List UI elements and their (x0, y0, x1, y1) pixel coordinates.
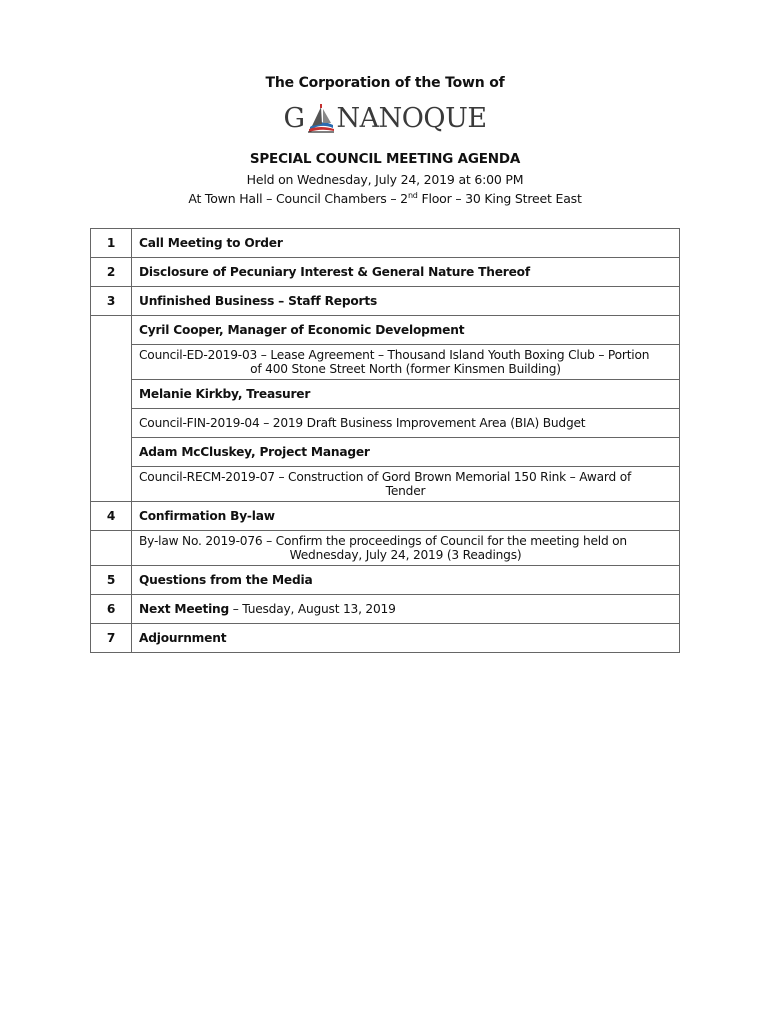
agenda-row (91, 531, 680, 566)
report-line: Council-RECM-2019-07 – Construction of Gord Brown Memorial 150 Rink – Award of (139, 470, 632, 484)
agenda-row (91, 502, 680, 531)
item-title (132, 595, 680, 624)
item-title: Confirmation By-law (132, 502, 680, 531)
item-number: 4 (91, 502, 132, 531)
agenda-row (91, 624, 680, 653)
meeting-date: Held on Wednesday, July 24, 2019 at 6:00 PM (246, 172, 524, 187)
agenda-row (91, 316, 680, 345)
item-number: 3 (91, 287, 132, 316)
agenda-row (91, 409, 680, 438)
presenter-name: Adam McCluskey, Project Manager (132, 438, 680, 467)
agenda-title: SPECIAL COUNCIL MEETING AGENDA (249, 151, 521, 167)
logo-wordmark: NANOQUE (336, 102, 487, 134)
lighthouse-sailboat-icon (306, 101, 336, 135)
next-meeting-date: – Tuesday, August 13, 2019 (229, 602, 396, 616)
presenter-name: Melanie Kirkby, Treasurer (132, 380, 680, 409)
presenter-name: Cyril Cooper, Manager of Economic Development (132, 316, 680, 345)
meeting-location (0, 191, 770, 206)
agenda-row (91, 229, 680, 258)
report-line: Council-ED-2019-03 – Lease Agreement – Thousand Island Youth Boxing Club – Portion (139, 348, 650, 362)
staff-report (132, 467, 680, 502)
logo-letter-g: G (283, 102, 305, 134)
item-title: Call Meeting to Order (132, 229, 680, 258)
agenda-row (91, 467, 680, 502)
bylaw-description (132, 531, 680, 566)
location-superscript: nd (407, 191, 418, 200)
item-number: 7 (91, 624, 132, 653)
agenda-row (91, 258, 680, 287)
item-number: 5 (91, 566, 132, 595)
item-title: Adjournment (132, 624, 680, 653)
staff-report (132, 345, 680, 380)
item-number: 6 (91, 595, 132, 624)
item-title: Unfinished Business – Staff Reports (132, 287, 680, 316)
item-number: 2 (91, 258, 132, 287)
bylaw-line: Wednesday, July 24, 2019 (3 Readings) (289, 548, 522, 562)
agenda-row (91, 595, 680, 624)
agenda-row (91, 380, 680, 409)
item-title: Questions from the Media (132, 566, 680, 595)
item-number-empty (91, 531, 132, 566)
next-meeting-label: Next Meeting (139, 602, 230, 616)
location-prefix: At Town Hall – Council Chambers – 2 (188, 191, 408, 207)
agenda-row (91, 438, 680, 467)
organization-line: The Corporation of the Town of (265, 75, 505, 91)
agenda-table (90, 228, 680, 653)
agenda-row (91, 287, 680, 316)
staff-report: Council-FIN-2019-04 – 2019 Draft Business Improvement Area (BIA) Budget (132, 409, 680, 438)
agenda-row (91, 566, 680, 595)
report-line: Tender (385, 484, 426, 498)
town-logo (0, 100, 770, 136)
location-suffix: Floor – 30 King Street East (417, 191, 582, 207)
item-number-empty (91, 316, 132, 502)
agenda-row (91, 345, 680, 380)
report-line: of 400 Stone Street North (former Kinsmen Building) (250, 362, 561, 376)
item-title: Disclosure of Pecuniary Interest & General Nature Thereof (132, 258, 680, 287)
item-number: 1 (91, 229, 132, 258)
bylaw-line: By-law No. 2019-076 – Confirm the proceedings of Council for the meeting held on (139, 534, 627, 548)
